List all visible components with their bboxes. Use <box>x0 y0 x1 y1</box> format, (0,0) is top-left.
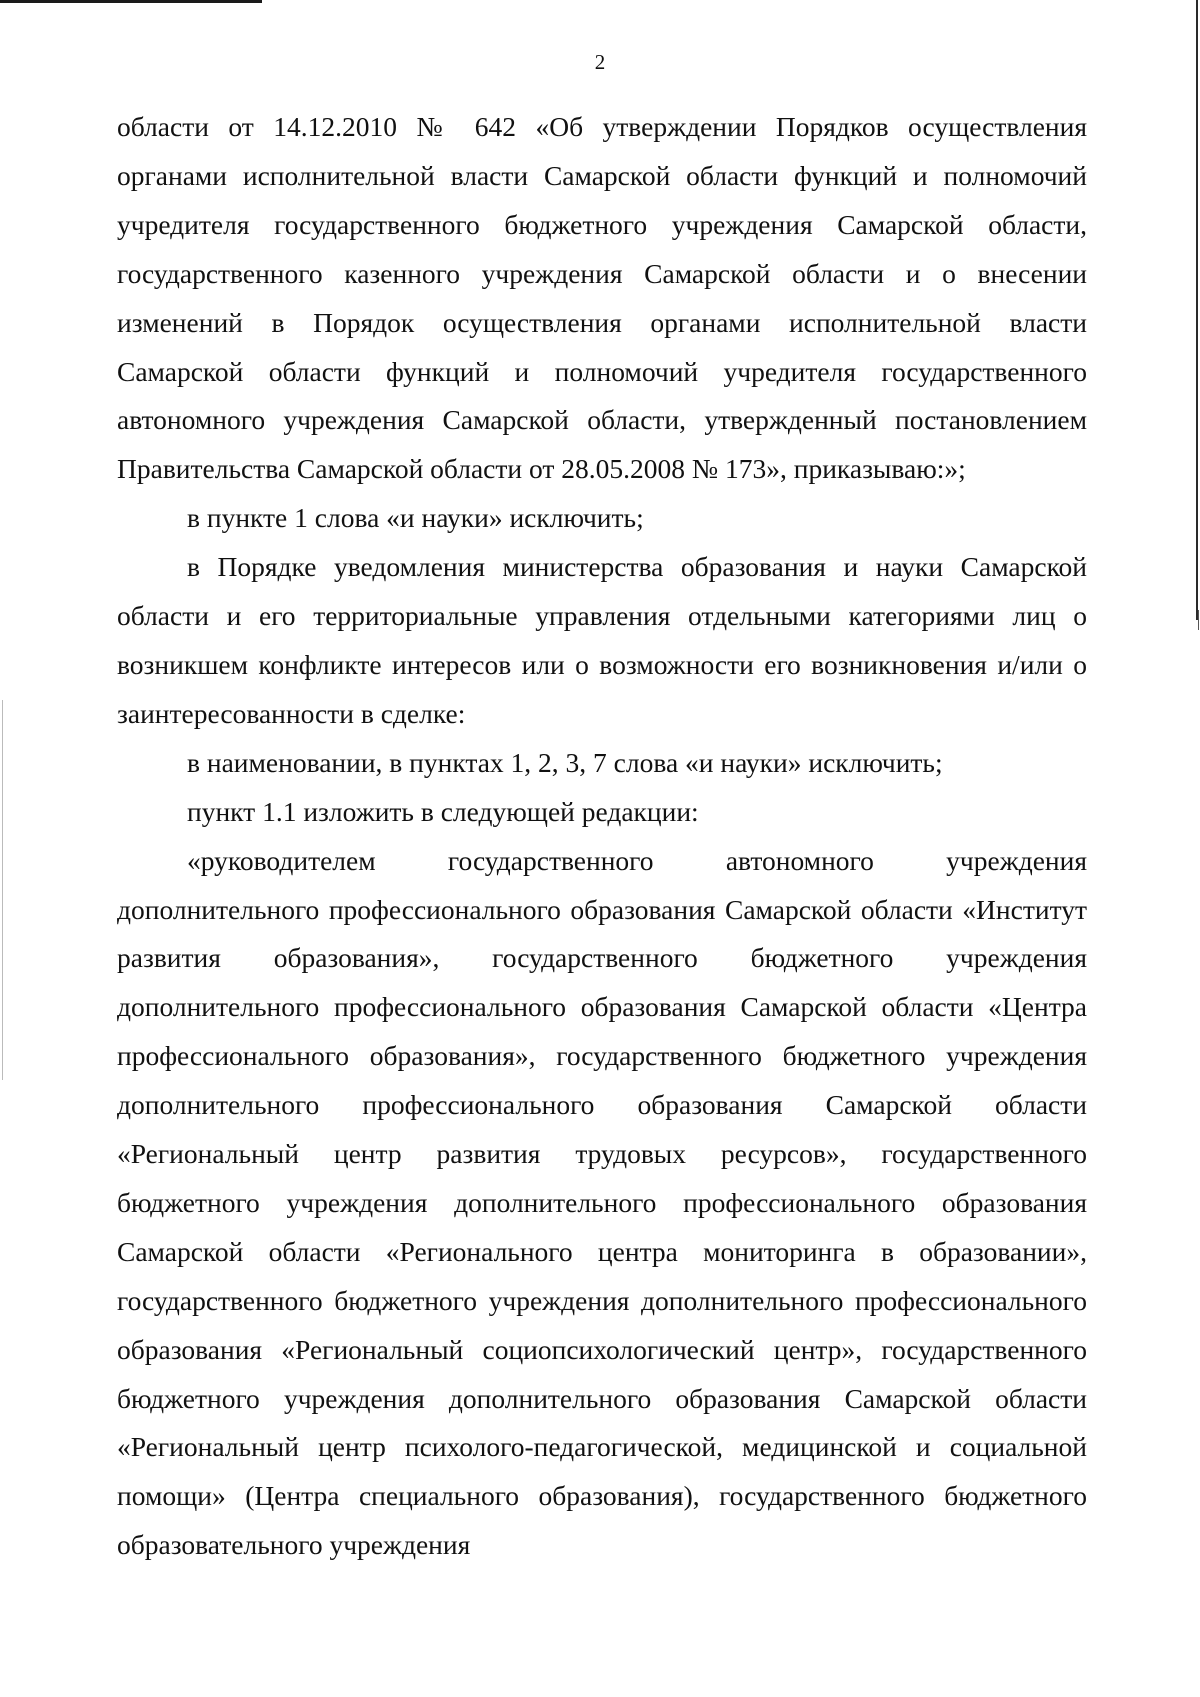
scan-artifact-left-edge <box>2 700 3 1080</box>
paragraph-procedure-title: в Порядке уведомления министерства образования и науки Самарской области и его территориальные управления отдельными категориями лиц о возникшем конфликте интересов или о возможности его возникновения и/или о заинтересованности в сделке: <box>117 551 1087 729</box>
paragraph-clause-naming: в наименовании, в пунктах 1, 2, 3, 7 слова «и науки» исключить; <box>187 746 943 778</box>
paragraph-clause-1: в пункте 1 слова «и науки» исключить; <box>187 502 644 534</box>
document-body <box>117 103 1087 1570</box>
paragraph-new-wording: «руководителем государственного автономного учреждения дополнительного профессионального образования Самарской области «Институт развития образования», государственного бюджетного учреждения дополнительного профессионального образования Самарской области «Центра профессионального образования», государственного бюджетного учреждения дополнительного профессионального образования Самарской области «Региональный центр развития трудовых ресурсов», государственного бюджетного учреждения дополнительного профессионального образования Самарской области «Регионального центра мониторинга в образовании», государственного бюджетного учреждения дополнительного профессионального образования «Региональный социопсихологический центр», государственного бюджетного учреждения дополнительного образования Самарской области «Региональный центр психолого-педагогической, медицинской и социальной помощи» (Центра специального образования), государственного бюджетного образовательного учреждения <box>117 844 1087 1561</box>
scan-artifact-top-line <box>0 0 262 3</box>
paragraph-continuation: области от 14.12.2010 № 642 «Об утверждении Порядков осуществления органами исполнительной власти Самарской области функций и полномочий учредителя государственного бюджетного учреждения Самарской области, государственного казенного учреждения Самарской области и о внесении изменений в Порядок осуществления органами исполнительной власти Самарской области функций и полномочий учредителя государственного автономного учреждения Самарской области, утвержденный постановлением Правительства Самарской области от 28.05.2008 № 173», приказываю:»; <box>117 111 1087 485</box>
scan-artifact-right-edge <box>1196 0 1198 620</box>
paragraph-clause-1-1: пункт 1.1 изложить в следующей редакции: <box>187 795 699 827</box>
scan-artifact-right-mark <box>1198 610 1199 630</box>
page-number: 2 <box>594 50 606 74</box>
